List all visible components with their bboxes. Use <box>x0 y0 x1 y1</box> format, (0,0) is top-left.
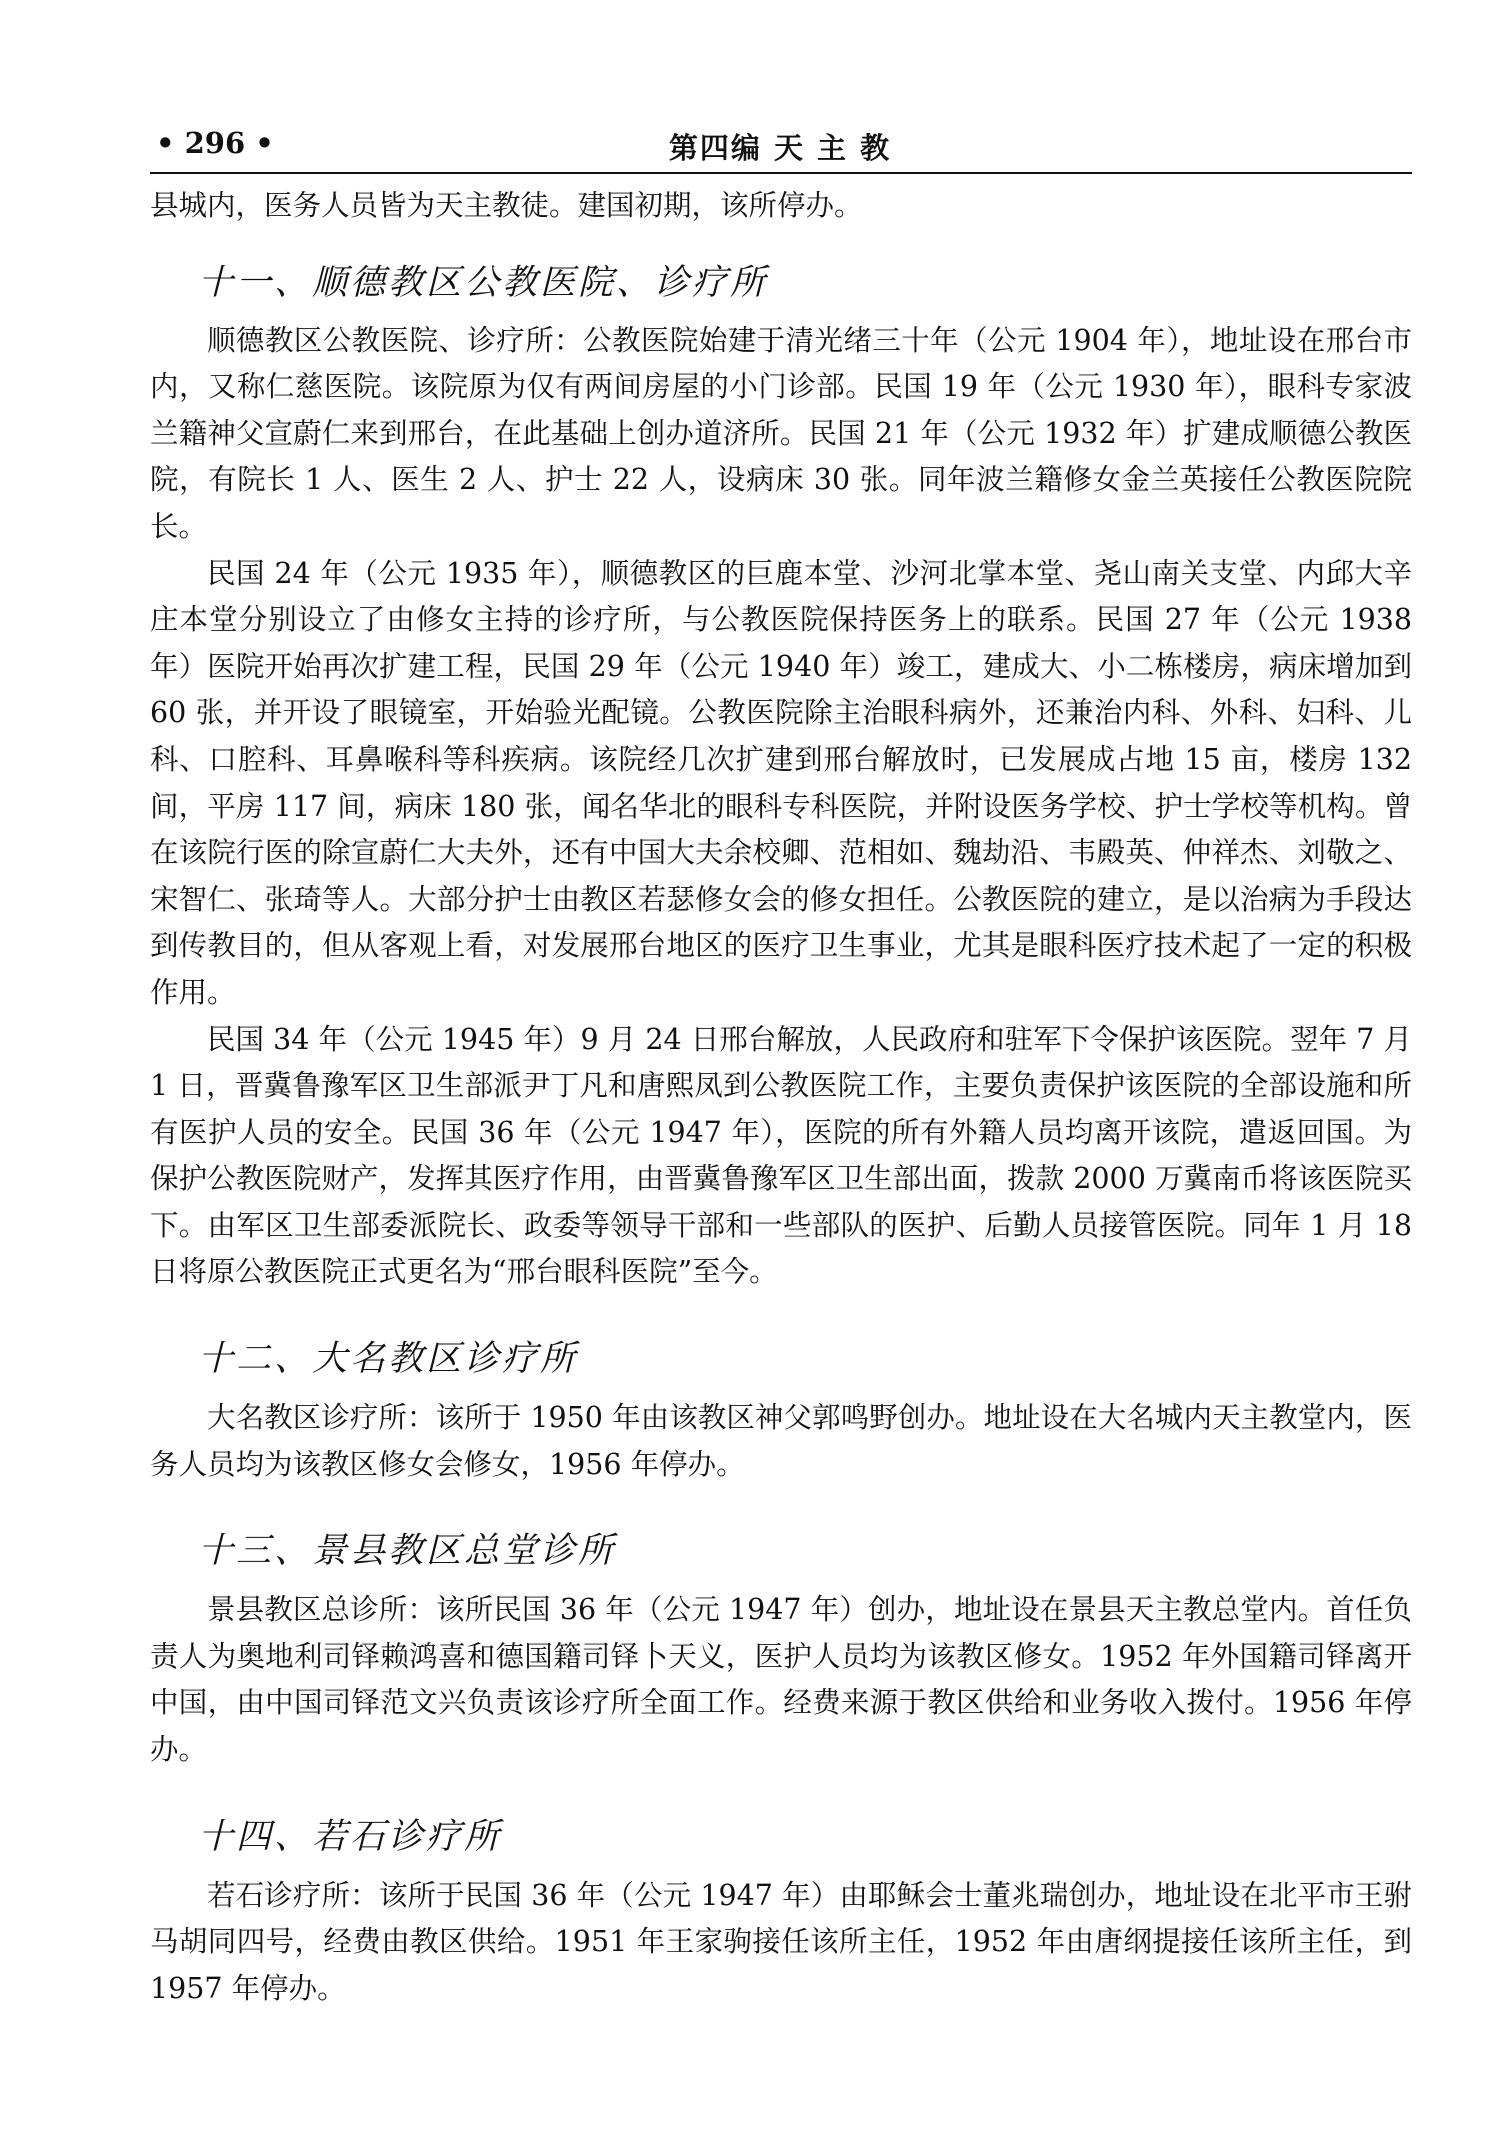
page-body <box>150 183 1412 2012</box>
section-heading-13: 十三、景县教区总堂诊所 <box>198 1531 617 1572</box>
section-13-paragraph-1: 景县教区总诊所：该所民国 36 年（公元 1947 年）创办，地址设在景县天主教总堂内。首任负责人为奥地利司铎赖鸿喜和德国籍司铎卜天义，医护人员均为该教区修女。1952 年外国籍司铎离开中国，由中国司铎范文兴负责该诊疗所全面工作。经费来源于教区供给和业务收入拨付。1956 年停办。 <box>150 1593 1412 1767</box>
section-12-paragraph-1: 大名教区诊疗所：该所于 1950 年由该教区神父郭鸣野创办。地址设在大名城内天主教堂内，医务人员均为该教区修女会修女，1956 年停办。 <box>150 1401 1412 1481</box>
section-heading-11: 十一、顺德教区公教医院、诊疗所 <box>198 262 769 303</box>
page-number: • 296 • <box>156 126 274 160</box>
section-heading-14: 十四、若石诊疗所 <box>198 1816 503 1857</box>
section-heading-12: 十二、大名教区诊疗所 <box>198 1339 579 1380</box>
section-11-paragraph-2: 民国 24 年（公元 1935 年），顺德教区的巨鹿本堂、沙河北掌本堂、尧山南关支堂、内邱大辛庄本堂分别设立了由修女主持的诊疗所，与公教医院保持医务上的联系。民国 27 年（公元 1938 年）医院开始再次扩建工程，民国 29 年（公元 1940 年）竣工，建成大、小二栋楼房，病床增加到 60 张，并开设了眼镜室，开始验光配镜。公教医院除主治眼科病外，还兼治内科、外科、妇科、儿科、口腔科、耳鼻喉科等科疾病。该院经几次扩建到邢台解放时，已发展成占地 15 亩，楼房 132 间，平房 117 间，病床 180 张，闻名华北的眼科专科医院，并附设医务学校、护士学校等机构。曾在该院行医的除宣蔚仁大夫外，还有中国大夫余校卿、范相如、魏劫沿、韦殿英、仲祥杰、刘敬之、宋智仁、张琦等人。大部分护士由教区若瑟修女会的修女担任。公教医院的建立，是以治病为手段达到传教目的，但从客观上看，对发展邢台地区的医疗卫生事业，尤其是眼科医疗技术起了一定的积极作用。 <box>150 556 1412 1009</box>
section-14-paragraph-1: 若石诊疗所：该所于民国 36 年（公元 1947 年）由耶稣会士董兆瑞创办，地址设在北平市王驸马胡同四号，经费由教区供给。1951 年王家驹接任该所主任，1952 年由唐纲提接任该所主任，到 1957 年停办。 <box>150 1878 1412 2005</box>
continuation-paragraph: 县城内，医务人员皆为天主教徒。建国初期，该所停办。 <box>150 189 863 222</box>
section-11-paragraph-1: 顺德教区公教医院、诊疗所：公教医院始建于清光绪三十年（公元 1904 年），地址设在邢台市内，又称仁慈医院。该院原为仅有两间房屋的小门诊部。民国 19 年（公元 1930 年），眼科专家波兰籍神父宣蔚仁来到邢台，在此基础上创办道济所。民国 21 年（公元 1932 年）扩建成顺德公教医院，有院长 1 人、医生 2 人、护士 22 人，设病床 30 张。同年波兰籍修女金兰英接任公教医院院长。 <box>150 323 1412 543</box>
page-header <box>150 120 1412 174</box>
running-title: 第四编 天 主 教 <box>668 131 892 165</box>
section-11-paragraph-3: 民国 34 年（公元 1945 年）9 月 24 日邢台解放，人民政府和驻军下令保护该医院。翌年 7 月 1 日，晋冀鲁豫军区卫生部派尹丁凡和唐熙凤到公教医院工作，主要负责保护该医院的全部设施和所有医护人员的安全。民国 36 年（公元 1947 年），医院的所有外籍人员均离开该院，遣返回国。为保护公教医院财产，发挥其医疗作用，由晋冀鲁豫军区卫生部出面，拨款 2000 万冀南币将该医院买下。由军区卫生部委派院长、政委等领导干部和一些部队的医护、后勤人员接管医院。同年 1 月 18 日将原公教医院正式更名为“邢台眼科医院”至今。 <box>150 1022 1412 1289</box>
